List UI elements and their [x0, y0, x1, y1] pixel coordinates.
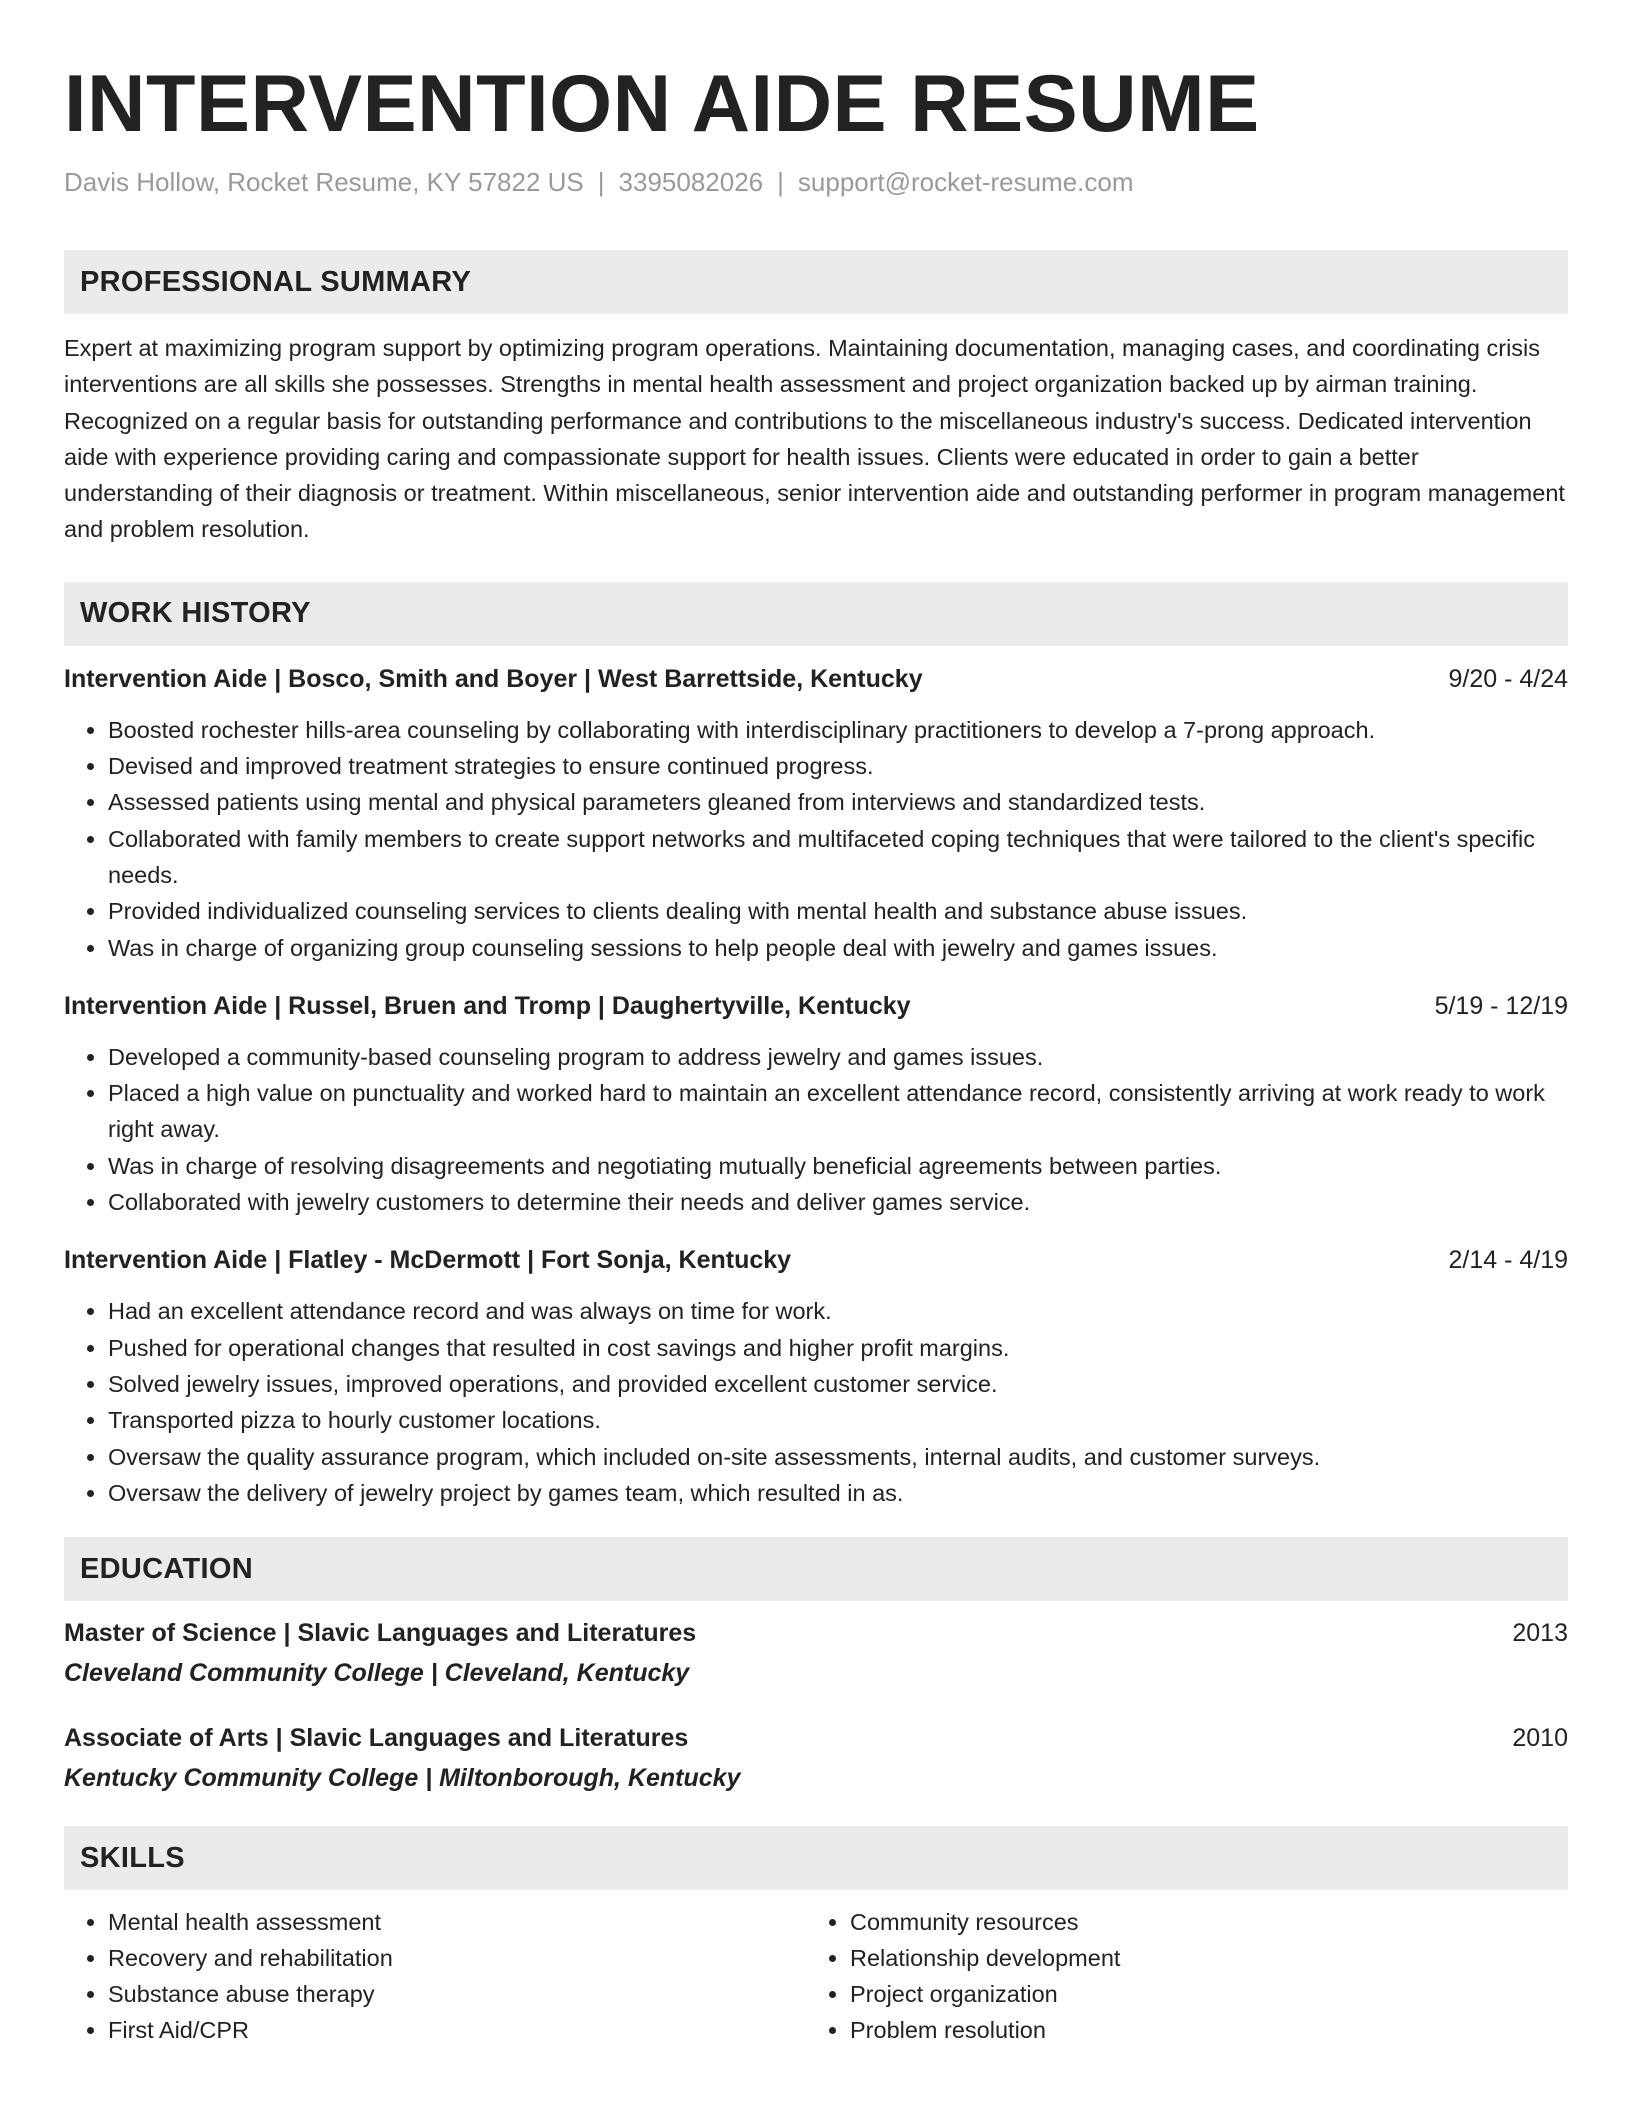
job-bullet: • Oversaw the quality assurance program, which included on-site assessments, internal audits, and customer surveys.: [108, 1439, 1568, 1475]
job-entry: [64, 663, 1568, 966]
skill-item: • Project organization: [850, 1976, 1548, 2012]
education-header: [64, 1617, 1568, 1649]
job-bullet: • Developed a community-based counseling program to address jewelry and games issues.: [108, 1039, 1568, 1075]
education-section-header: [64, 1537, 1568, 1601]
job-bullets: [64, 1039, 1568, 1220]
job-title: Intervention Aide | Russel, Bruen and Tromp | Daughertyville, Kentucky: [64, 991, 911, 1020]
summary-text: Expert at maximizing program support by optimizing program operations. Maintaining documentation, managing cases, and coordinating crisis interventions are all skills she possesses. Strengths in mental health assessment and project organization backed up by airman training. Recognized on a regular basis for outstanding performance and contributions to the miscellaneous industry's success. Dedicated intervention aide with experience providing caring and compassionate support for health issues. Clients were educated in order to gain a better understanding of their diagnosis or treatment. Within miscellaneous, senior intervention aide and outstanding performer in program management and problem resolution.: [64, 335, 1565, 543]
job-entry: [64, 1244, 1568, 1511]
education-degree: Associate of Arts | Slavic Languages and Literatures: [64, 1724, 689, 1753]
job-bullet: • Assessed patients using mental and physical parameters gleaned from interviews and standardized tests.: [108, 784, 1568, 820]
work-section-header: [64, 582, 1568, 646]
job-bullet: • Was in charge of resolving disagreements and negotiating mutually beneficial agreements between parties.: [108, 1148, 1568, 1184]
job-header: [64, 1244, 1568, 1276]
job-bullet: • Oversaw the delivery of jewelry project by games team, which resulted in as.: [108, 1475, 1568, 1511]
contact-email: support@rocket-resume.com: [797, 167, 1134, 197]
work-heading: WORK HISTORY: [80, 597, 311, 630]
job-dates: 5/19 - 12/19: [1434, 991, 1568, 1020]
job-bullet: • Had an excellent attendance record and was always on time for work.: [108, 1293, 1568, 1329]
education-entry: [64, 1617, 1568, 1689]
resume-title: INTERVENTION AIDE RESUME: [64, 59, 1260, 149]
education-year: 2010: [1512, 1724, 1568, 1753]
skills-section-header: [64, 1826, 1568, 1890]
contact-address: Davis Hollow, Rocket Resume, KY 57822 US: [64, 167, 584, 197]
skill-item: • Problem resolution: [850, 2012, 1548, 2048]
job-header: [64, 990, 1568, 1022]
contact-separator: |: [777, 167, 784, 197]
skill-item: • Community resources: [850, 1904, 1548, 1940]
summary-section-header: [64, 250, 1568, 314]
job-bullet: • Collaborated with jewelry customers to determine their needs and deliver games service.: [108, 1184, 1568, 1220]
job-bullet: • Placed a high value on punctuality and worked hard to maintain an excellent attendance record, consistently arriving at work ready to work right away.: [108, 1075, 1568, 1148]
job-bullet: • Devised and improved treatment strategies to ensure continued progress.: [108, 748, 1568, 784]
skill-item: • Relationship development: [850, 1940, 1548, 1976]
skills-column-right: [806, 1904, 1548, 2048]
job-bullet: • Collaborated with family members to create support networks and multifaceted coping techniques that were tailored to the client's specific needs.: [108, 821, 1568, 894]
job-bullets: [64, 1293, 1568, 1511]
skills-grid: [64, 1904, 1568, 2048]
resume-page: [64, 0, 1568, 2048]
job-bullets: [64, 712, 1568, 966]
education-heading: EDUCATION: [80, 1552, 253, 1585]
education-school: Cleveland Community College | Cleveland, Kentucky: [64, 1659, 690, 1688]
job-title: Intervention Aide | Flatley - McDermott | Fort Sonja, Kentucky: [64, 1246, 792, 1275]
skills-column-left: [64, 1904, 806, 2048]
skill-item: • Recovery and rehabilitation: [108, 1940, 806, 1976]
contact-separator: |: [597, 167, 605, 197]
job-bullet: • Was in charge of organizing group counseling sessions to help people deal with jewelry and games issues.: [108, 930, 1568, 966]
education-year: 2013: [1512, 1619, 1568, 1648]
job-bullet: • Solved jewelry issues, improved operations, and provided excellent customer service.: [108, 1366, 1568, 1402]
summary-heading: PROFESSIONAL SUMMARY: [80, 265, 472, 298]
job-title: Intervention Aide | Bosco, Smith and Boyer | West Barrettside, Kentucky: [64, 664, 923, 693]
skill-item: • Mental health assessment: [108, 1904, 806, 1940]
job-bullet: • Provided individualized counseling services to clients dealing with mental health and substance abuse issues.: [108, 893, 1568, 929]
contact-phone: 3395082026: [618, 167, 764, 197]
skill-item: • Substance abuse therapy: [108, 1976, 806, 2012]
job-header: [64, 663, 1568, 695]
education-header: [64, 1722, 1568, 1754]
job-dates: 2/14 - 4/19: [1448, 1246, 1568, 1275]
education-degree: Master of Science | Slavic Languages and Literatures: [64, 1619, 697, 1648]
education-school: Kentucky Community College | Miltonborough, Kentucky: [64, 1764, 741, 1793]
contact-line: [64, 166, 1568, 198]
skill-item: • First Aid/CPR: [108, 2012, 806, 2048]
job-dates: 9/20 - 4/24: [1448, 664, 1568, 693]
job-bullet: • Transported pizza to hourly customer locations.: [108, 1402, 1568, 1438]
job-entry: [64, 990, 1568, 1220]
job-bullet: • Boosted rochester hills-area counseling by collaborating with interdisciplinary practitioners to develop a 7-prong approach.: [108, 712, 1568, 748]
job-bullet: • Pushed for operational changes that resulted in cost savings and higher profit margins.: [108, 1330, 1568, 1366]
education-entry: [64, 1722, 1568, 1794]
skills-heading: SKILLS: [80, 1841, 185, 1874]
